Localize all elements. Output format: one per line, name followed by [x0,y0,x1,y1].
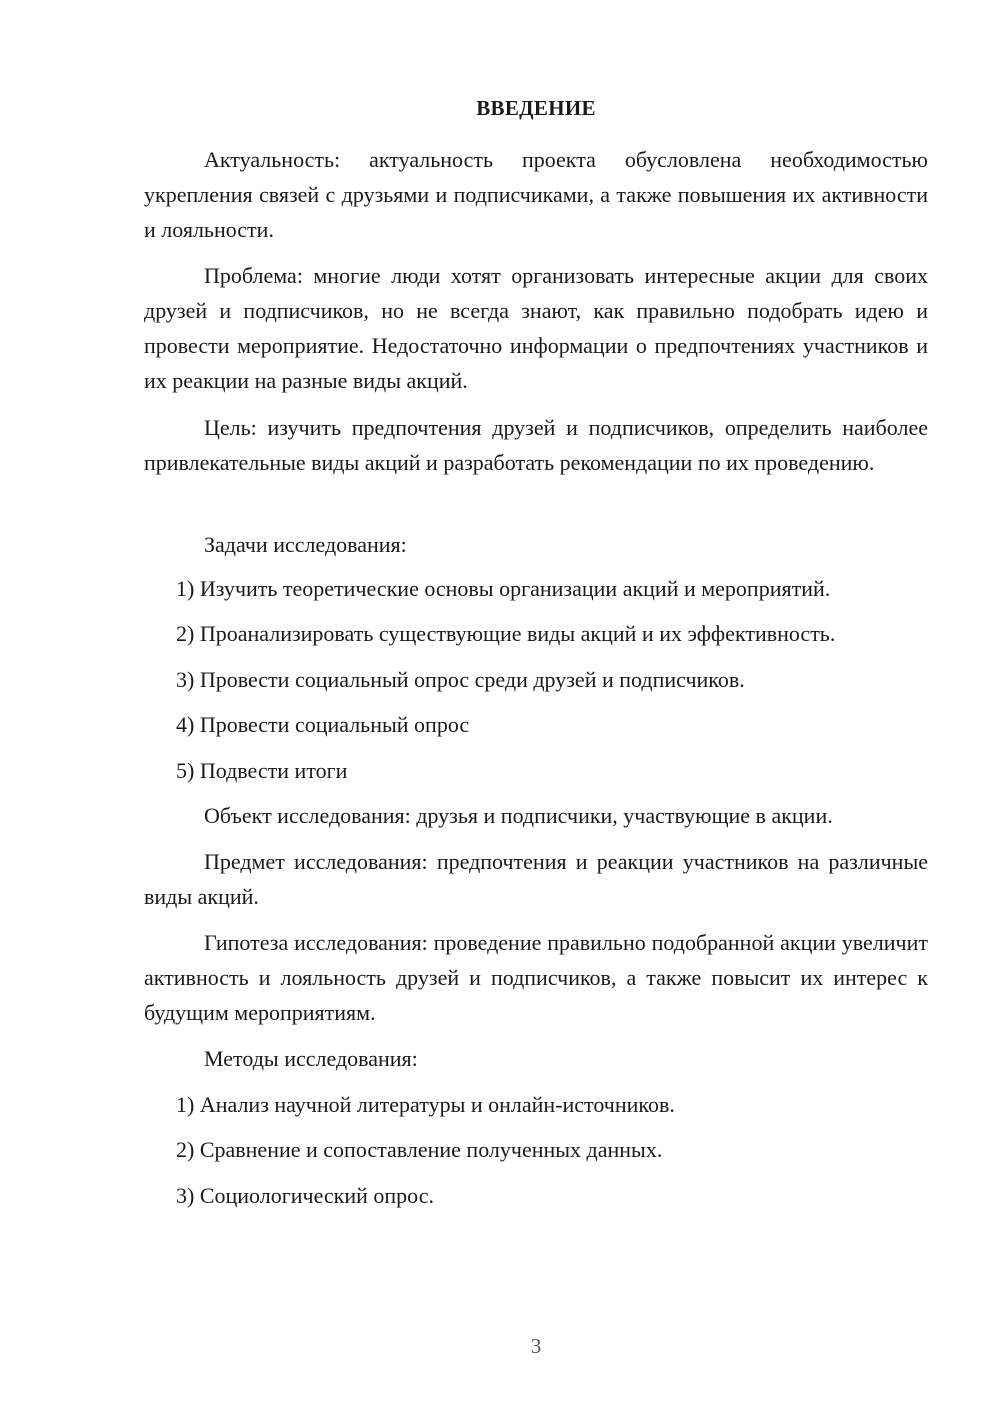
goal-paragraph: Цель: изучить предпочтения друзей и подписчиков, определить наиболее привлекательные виды акций и разработать рекомендации по их проведению. [144,415,928,475]
subject-paragraph: Предмет исследования: предпочтения и реакции участников на различные виды акций. [144,849,928,909]
hypothesis-paragraph: Гипотеза исследования: проведение правильно подобранной акции увеличит активность и лояльность друзей и подписчиков, а также повысит их интерес к будущим мероприятиям. [144,930,928,1025]
object-paragraph: Объект исследования: друзья и подписчики, участвующие в акции. [204,803,833,828]
task-item-4: 4) Провести социальный опрос [176,712,470,737]
task-item-3: 3) Провести социальный опрос среди друзей и подписчиков. [176,667,745,692]
method-item-3: 3) Социологический опрос. [176,1183,434,1208]
tasks-heading: Задачи исследования: [204,532,407,557]
task-item-1: 1) Изучить теоретические основы организации акций и мероприятий. [176,576,831,601]
methods-heading: Методы исследования: [204,1046,418,1071]
task-item-5: 5) Подвести итоги [176,758,348,783]
page-number: 3 [530,1334,542,1358]
method-item-2: 2) Сравнение и сопоставление полученных данных. [176,1137,663,1162]
relevance-paragraph: Актуальность: актуальность проекта обусловлена необходимостью укрепления связей с друзьями и подписчиками, а также повышения их активности и лояльности. [144,147,928,242]
task-item-2: 2) Проанализировать существующие виды акций и их эффективность. [176,621,836,646]
problem-paragraph: Проблема: многие люди хотят организовать интересные акции для своих друзей и подписчиков, но не всегда знают, как правильно подобрать идею и провести мероприятие. Недостаточно информации о предпочтениях участников и их реакции на разные виды акций. [144,263,928,393]
method-item-1: 1) Анализ научной литературы и онлайн-источников. [176,1092,675,1117]
page-title: ВВЕДЕНИЕ [476,96,596,120]
